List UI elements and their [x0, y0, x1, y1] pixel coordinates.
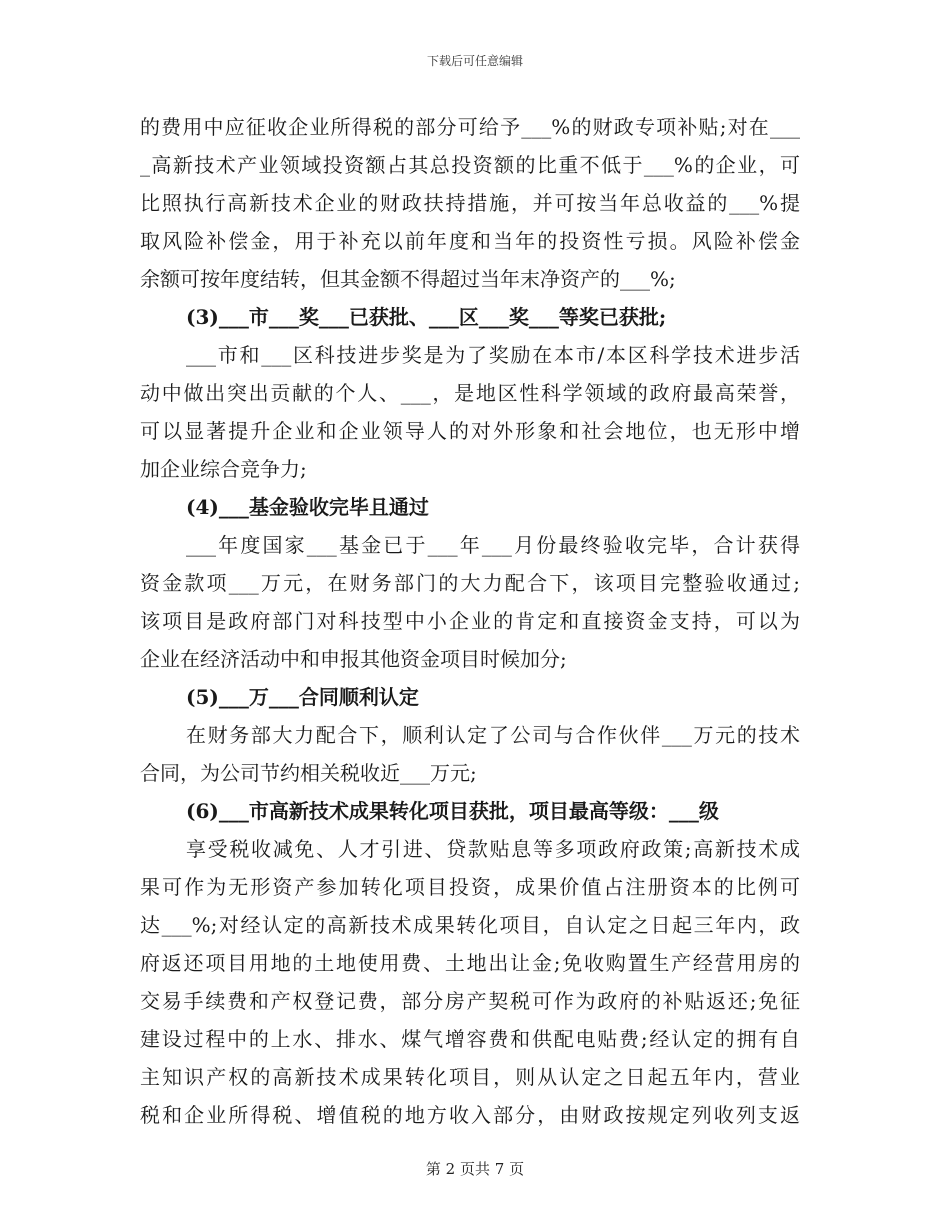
document-body [140, 108, 800, 1134]
section-heading-6: (6)___市高新技术成果转化项目获批，项目最高等级：___级 [186, 799, 719, 823]
body-line: 达___%;对经认定的高新技术成果转化项目，自认定之日起三年内，政 [140, 913, 800, 937]
body-line: 建设过程中的上水、排水、煤气增容费和供配电贴费;经认定的拥有自 [140, 1027, 800, 1051]
body-line: ___市和___区科技进步奖是为了奖励在本市/本区科学技术进步活 [186, 343, 800, 367]
body-line: 合同，为公司节约相关税收近___万元; [140, 761, 477, 785]
section-heading-3: (3)___市___奖___已获批、___区___奖___等奖已获批; [186, 305, 667, 329]
body-line: 余额可按年度结转，但其金额不得超过当年末净资产的___%; [140, 267, 676, 291]
page-header: 下载后可任意编辑 [426, 54, 523, 68]
body-line: 动中做出突出贡献的个人、___，是地区性科学领域的政府最高荣誉， [140, 381, 800, 405]
body-line: 资金款项___万元，在财务部门的大力配合下，该项目完整验收通过; [140, 571, 800, 595]
section-heading-5: (5)___万___合同顺利认定 [186, 685, 419, 709]
body-line: 加企业综合竞争力; [140, 457, 307, 481]
body-line: ___年度国家___基金已于___年___月份最终验收完毕，合计获得 [186, 533, 800, 557]
body-line: 府返还项目用地的土地使用费、土地出让金;免收购置生产经营用房的 [140, 951, 800, 975]
body-line: 税和企业所得税、增值税的地方收入部分，由财政按规定列收列支返 [140, 1103, 800, 1127]
body-line: 交易手续费和产权登记费，部分房产契税可作为政府的补贴返还;免征 [140, 989, 800, 1013]
body-line: 在财务部大力配合下，顺利认定了公司与合作伙伴___万元的技术 [186, 723, 800, 747]
body-line: 该项目是政府部门对科技型中小企业的肯定和直接资金支持，可以为 [140, 609, 800, 633]
body-line: 可以显著提升企业和企业领导人的对外形象和社会地位，也无形中增 [140, 419, 800, 443]
body-line: 的费用中应征收企业所得税的部分可给予___%的财政专项补贴;对在___ [140, 115, 800, 139]
page-footer: 第 2 页共 7 页 [425, 1160, 525, 1178]
body-line: 享受税收减免、人才引进、贷款贴息等多项政府政策;高新技术成 [186, 837, 800, 861]
body-line: 果可作为无形资产参加转化项目投资，成果价值占注册资本的比例可 [140, 875, 800, 899]
section-heading-4: (4)___基金验收完毕且通过 [186, 495, 429, 519]
body-line: 比照执行高新技术企业的财政扶持措施，并可按当年总收益的___%提 [140, 191, 800, 215]
body-line: 主知识产权的高新技术成果转化项目，则从认定之日起五年内，营业 [140, 1065, 800, 1089]
body-line: 企业在经济活动中和申报其他资金项目时候加分; [140, 647, 567, 671]
body-line: _高新技术产业领域投资额占其总投资额的比重不低于___%的企业，可 [140, 153, 800, 177]
body-line: 取风险补偿金，用于补充以前年度和当年的投资性亏损。风险补偿金 [140, 229, 800, 253]
